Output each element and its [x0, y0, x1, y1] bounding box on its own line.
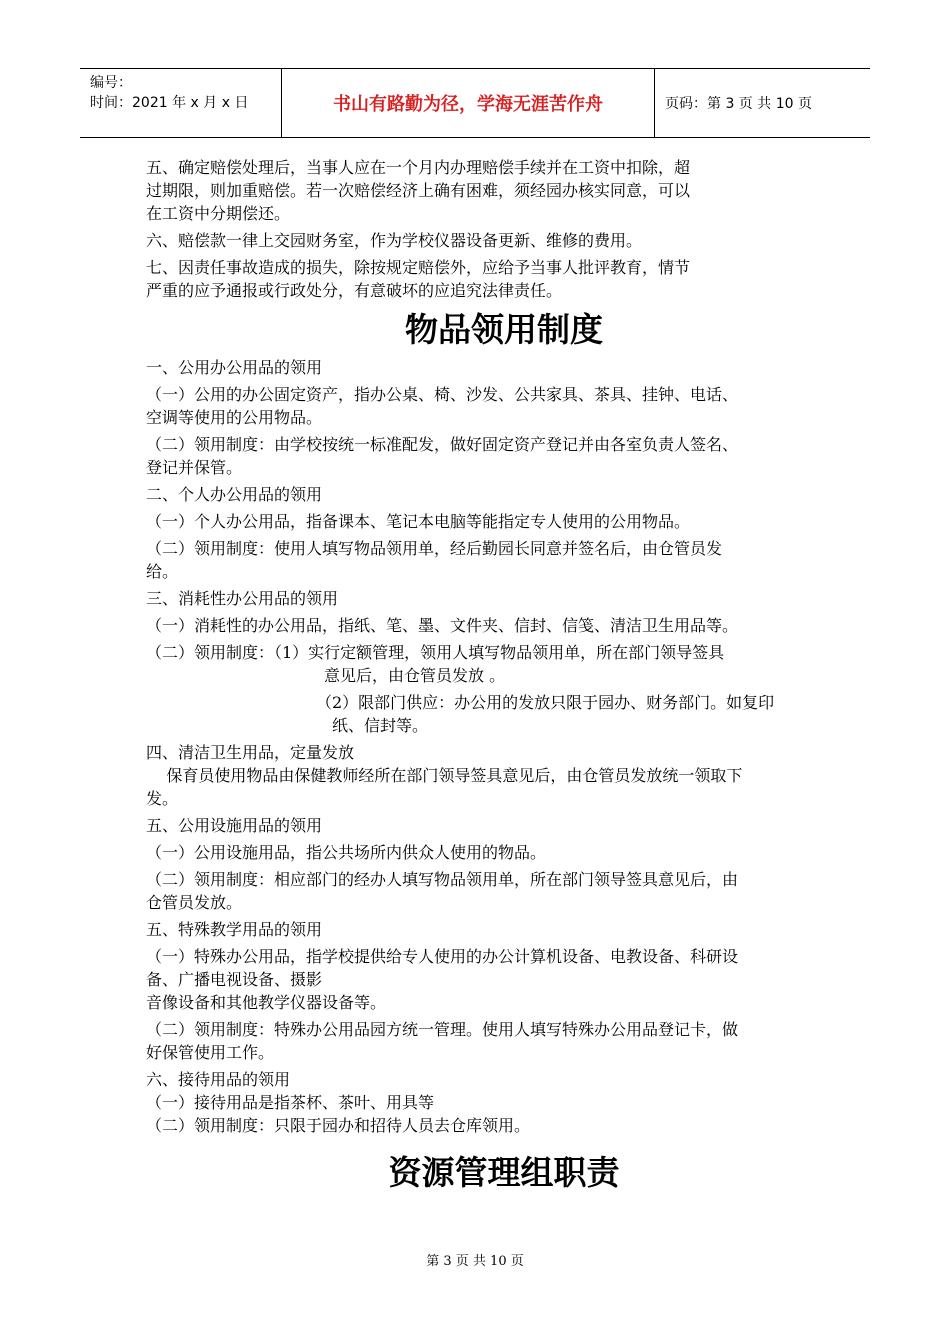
header-meta	[80, 69, 282, 137]
text-line: （一）公用的办公固定资产，指办公桌、椅、沙发、公共家具、茶具、挂钟、电话、	[146, 385, 739, 404]
text-line: 七、因责任事故造成的损失，除按规定赔偿外，应给予当事人批评教育，情节	[146, 258, 691, 277]
text-line: （二）领用制度：相应部门的经办人填写物品领用单，所在部门领导签具意见后，由	[146, 870, 739, 889]
text-line: 仓管员发放。	[146, 893, 243, 912]
text-line: （一）接待用品是指茶杯、茶叶、用具等	[146, 1093, 435, 1112]
text-line: 一、公用办公用品的领用	[146, 358, 323, 377]
text-line: 五、确定赔偿处理后，当事人应在一个月内办理赔偿手续并在工资中扣除，超	[146, 158, 691, 177]
page-footer: 第 3 页 共 10 页	[426, 1254, 524, 1269]
page-header	[80, 68, 870, 138]
text-line: 纸、信封等。	[332, 716, 429, 735]
text-line: （二）领用制度：（1）实行定额管理，领用人填写物品领用单，所在部门领导签具	[146, 643, 725, 662]
text-line: 给。	[146, 562, 179, 581]
text-line: 好保管使用工作。	[146, 1043, 275, 1062]
section-title: 物品领用制度	[405, 310, 603, 349]
text-line: （二）领用制度：只限于园办和招待人员去仓库领用。	[146, 1116, 531, 1135]
serial-label: 编号：	[90, 75, 132, 91]
text-line: 备、广播电视设备、摄影	[146, 970, 323, 989]
text-line: 意见后，由仓管员发放 。	[324, 666, 506, 685]
text-line: 空调等使用的公用物品。	[146, 408, 323, 427]
text-line: （一）特殊办公用品，指学校提供给专人使用的办公计算机设备、电教设备、科研设	[146, 947, 739, 966]
text-line: 三、消耗性办公用品的领用	[146, 589, 339, 608]
text-line: 五、公用设施用品的领用	[146, 816, 323, 835]
text-line: （2）限部门供应：办公用的发放只限于园办、财务部门。如复印	[316, 693, 775, 712]
text-line: 二、个人办公用品的领用	[146, 485, 323, 504]
text-line: （一）消耗性的办公用品，指纸、笔、墨、文件夹、信封、信笺、清洁卫生用品等。	[146, 616, 739, 635]
text-line: 严重的应予通报或行政处分，有意破坏的应追究法律责任。	[146, 281, 563, 300]
section-title: 资源管理组职责	[388, 1153, 620, 1192]
document-body	[146, 156, 862, 1199]
text-line: （二）领用制度：使用人填写物品领用单，经后勤园长同意并签名后，由仓管员发	[146, 539, 723, 558]
text-line: 五、特殊教学用品的领用	[146, 920, 323, 939]
text-line: 六、接待用品的领用	[146, 1070, 291, 1089]
text-line: 四、清洁卫生用品，定量发放	[146, 743, 355, 762]
text-line: 六、赔偿款一律上交园财务室，作为学校仪器设备更新、维修的费用。	[146, 231, 643, 250]
text-line: （二）领用制度：特殊办公用品园方统一管理。使用人填写特殊办公用品登记卡，做	[146, 1020, 739, 1039]
text-line: 登记并保管。	[146, 458, 243, 477]
text-line: 过期限，则加重赔偿。若一次赔偿经济上确有困难，须经园办核实同意，可以	[146, 181, 691, 200]
text-line: （二）领用制度：由学校按统一标准配发，做好固定资产登记并由各室负责人签名、	[146, 435, 739, 454]
header-page-label: 页码：第 3 页 共 10 页	[665, 96, 812, 112]
text-line: （一）公用设施用品，指公共场所内供众人使用的物品。	[146, 843, 547, 862]
text-line: （一）个人办公用品，指备课本、笔记本电脑等能指定专人使用的公用物品。	[146, 512, 691, 531]
text-line: 音像设备和其他教学仪器设备等。	[146, 993, 387, 1012]
text-line: 保育员使用物品由保健教师经所在部门领导签具意见后，由仓管员发放统一领取下	[146, 766, 743, 785]
header-motto: 书山有路勤为径，学海无涯苦作舟	[282, 69, 655, 137]
text-line: 在工资中分期偿还。	[146, 204, 291, 223]
text-line: 发。	[146, 789, 179, 808]
time-label: 时间：2021 年 x 月 x 日	[90, 95, 249, 111]
